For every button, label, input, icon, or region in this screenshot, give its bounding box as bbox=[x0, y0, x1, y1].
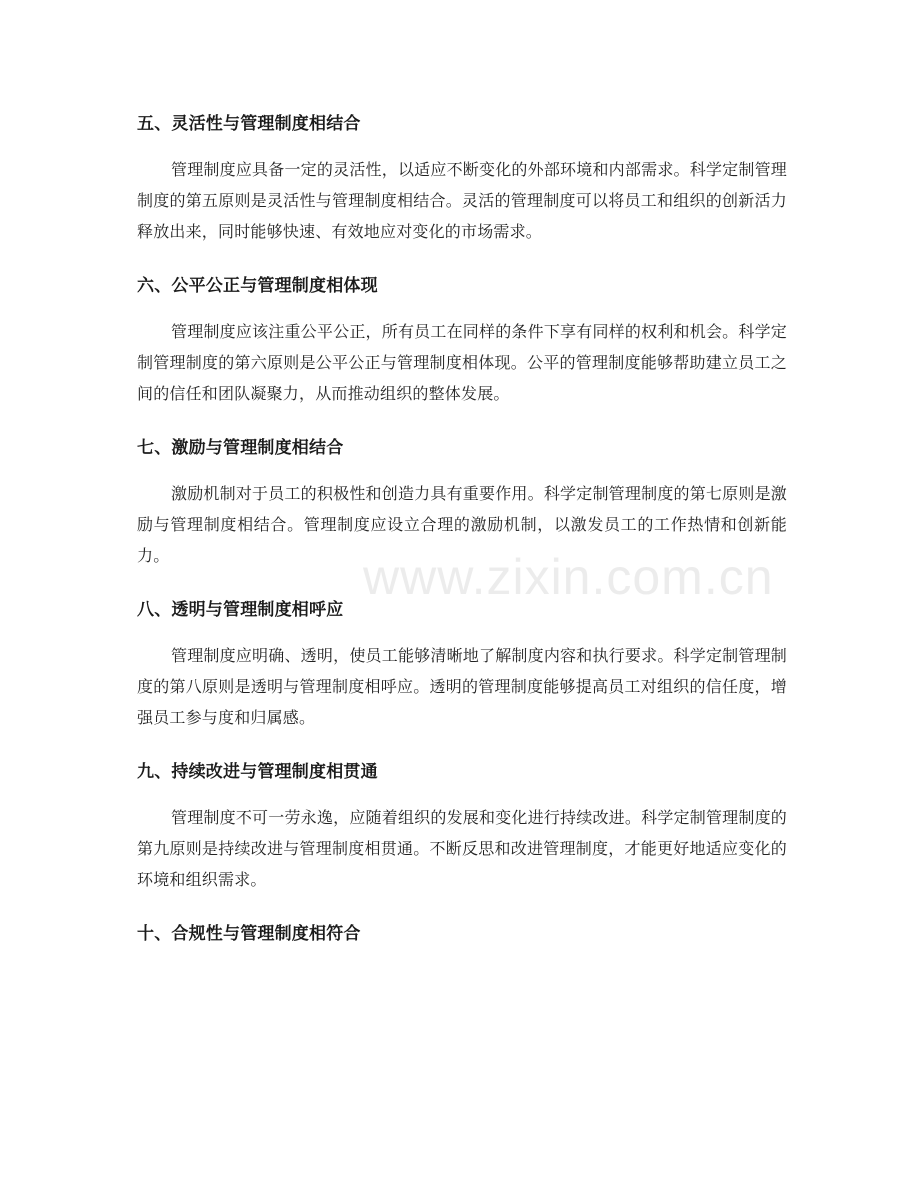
section-paragraph: 管理制度应该注重公平公正，所有员工在同样的条件下享有同样的权利和机会。科学定制管理制度的第六原则是公平公正与管理制度相体现。公平的管理制度能够帮助建立员工之间的信任和团队凝聚力，从而推动组织的整体发展。 bbox=[137, 322, 787, 403]
section-paragraph: 管理制度应具备一定的灵活性，以适应不断变化的外部环境和内部需求。科学定制管理制度的第五原则是灵活性与管理制度相结合。灵活的管理制度可以将员工和组织的创新活力释放出来，同时能够快速、有效地应对变化的市场需求。 bbox=[137, 160, 787, 241]
section-heading: 五、灵活性与管理制度相结合 bbox=[137, 114, 361, 134]
document-content bbox=[137, 108, 787, 964]
section-5 bbox=[137, 108, 787, 247]
section-heading: 七、激励与管理制度相结合 bbox=[137, 438, 344, 458]
section-8 bbox=[137, 594, 787, 733]
section-7 bbox=[137, 432, 787, 571]
section-6 bbox=[137, 270, 787, 409]
section-paragraph: 激励机制对于员工的积极性和创造力具有重要作用。科学定制管理制度的第七原则是激励与管理制度相结合。管理制度应设立合理的激励机制，以激发员工的工作热情和创新能力。 bbox=[137, 484, 787, 565]
section-heading: 八、透明与管理制度相呼应 bbox=[137, 600, 344, 620]
section-10 bbox=[137, 918, 787, 950]
section-heading: 十、合规性与管理制度相符合 bbox=[137, 924, 361, 944]
watermark: www.zixin.com.cn bbox=[363, 549, 774, 605]
section-9 bbox=[137, 756, 787, 895]
section-heading: 六、公平公正与管理制度相体现 bbox=[137, 276, 378, 296]
section-paragraph: 管理制度不可一劳永逸，应随着组织的发展和变化进行持续改进。科学定制管理制度的第九原则是持续改进与管理制度相贯通。不断反思和改进管理制度，才能更好地适应变化的环境和组织需求。 bbox=[137, 808, 787, 889]
section-paragraph: 管理制度应明确、透明，使员工能够清晰地了解制度内容和执行要求。科学定制管理制度的第八原则是透明与管理制度相呼应。透明的管理制度能够提高员工对组织的信任度，增强员工参与度和归属感。 bbox=[137, 646, 787, 727]
section-heading: 九、持续改进与管理制度相贯通 bbox=[137, 762, 378, 782]
